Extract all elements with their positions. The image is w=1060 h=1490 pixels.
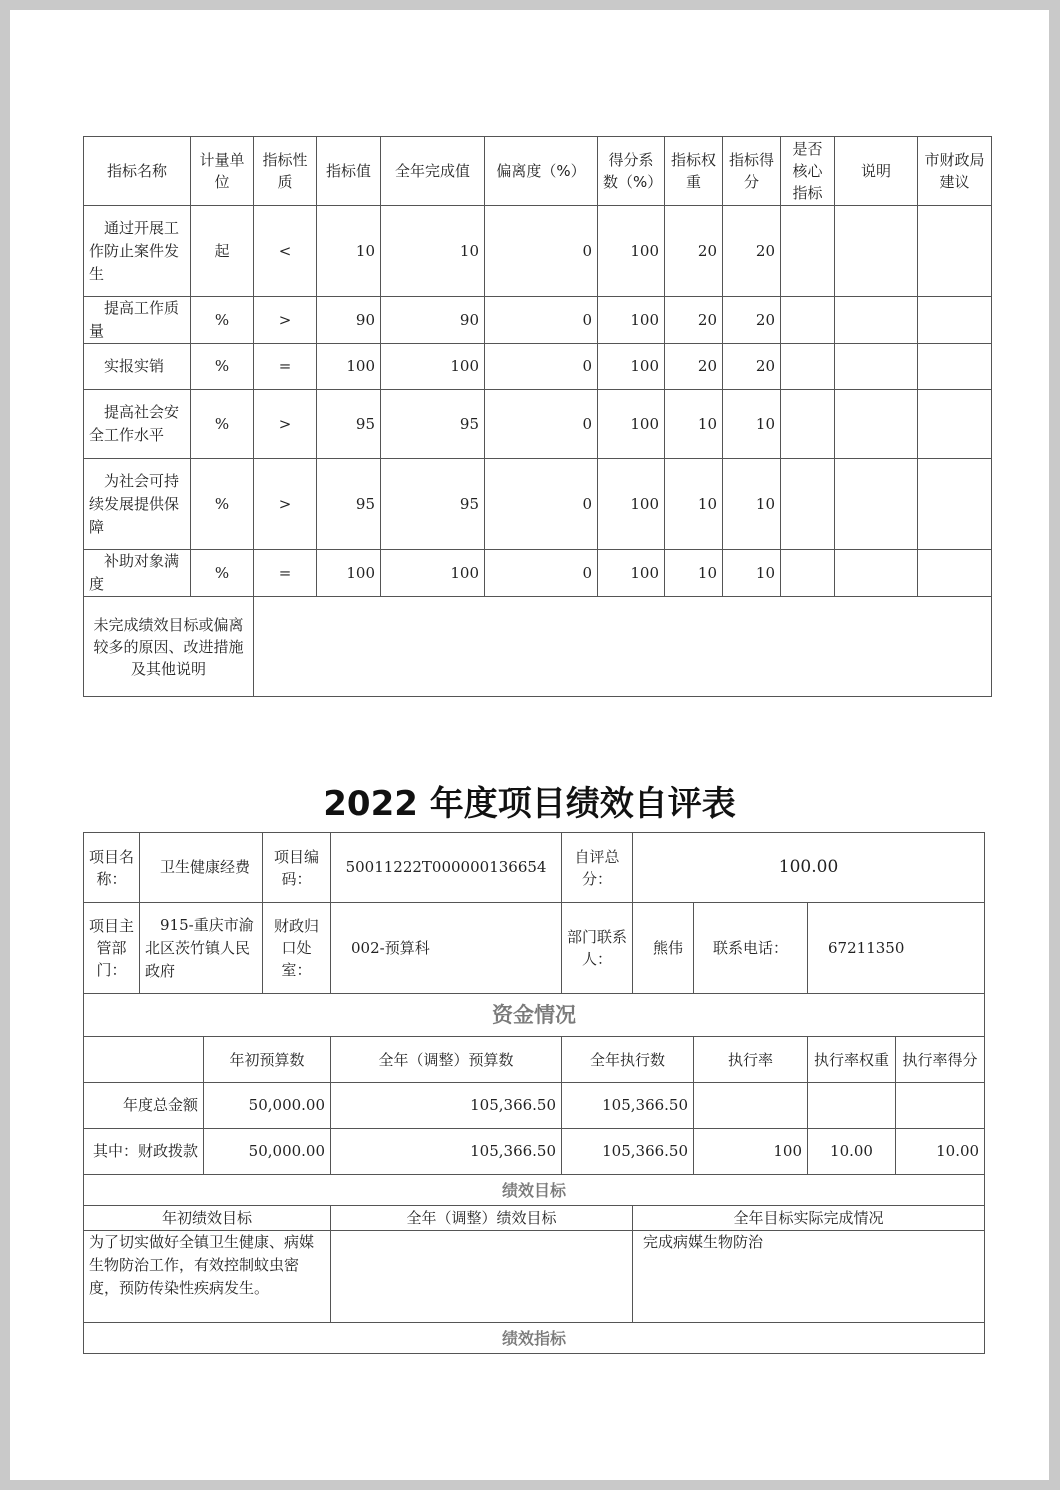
score-label: 自评总分： [562,833,633,903]
funds-header-initial-budget: 年初预算数 [204,1037,331,1083]
indicator-name: 补助对象满度 [84,550,191,597]
score: 10 [723,390,781,459]
document-page [10,10,1049,1480]
indicator-name: 提高工作质量 [84,297,191,344]
office: 002-预算科 [331,903,562,994]
project-info-row [84,833,985,903]
target-value: 90 [317,297,381,344]
score: 10 [723,459,781,550]
core-indicator [781,550,835,597]
department-label: 项目主管部门： [84,903,140,994]
unit: 起 [191,206,254,297]
execution-rate: 100 [694,1129,808,1175]
indicator-name: 提高社会安全工作水平 [84,390,191,459]
unit: % [191,550,254,597]
funds-row-label: 其中：财政拨款 [84,1129,204,1175]
initial-budget: 50,000.00 [204,1083,331,1129]
adjusted-goal [331,1231,633,1323]
goals-section-row [84,1175,985,1206]
goals-header-initial: 年初绩效目标 [84,1206,331,1231]
actual-value: 10 [381,206,485,297]
indicator-table [83,136,992,697]
nature: > [254,459,317,550]
goals-section-title: 绩效目标 [84,1175,985,1206]
header-deviation: 偏离度（%） [485,137,598,206]
notes-row [84,597,992,697]
core-indicator [781,459,835,550]
score: 20 [723,344,781,390]
table-row [84,390,992,459]
actual-value: 90 [381,297,485,344]
target-value: 95 [317,459,381,550]
contact-label: 部门联系人： [562,903,633,994]
rate-weight: 10.00 [808,1129,896,1175]
score-coefficient: 100 [598,297,665,344]
department-info-row [84,903,985,994]
header-score: 指标得分 [723,137,781,206]
nature: > [254,390,317,459]
actual-value: 95 [381,459,485,550]
executed-amount: 105,366.50 [562,1083,694,1129]
finance-suggestion [918,297,992,344]
office-label: 财政归口处室： [263,903,331,994]
initial-budget: 50,000.00 [204,1129,331,1175]
goals-header-actual: 全年目标实际完成情况 [633,1206,985,1231]
finance-suggestion [918,459,992,550]
unit: % [191,390,254,459]
self-evaluation-table [83,832,985,1354]
funds-header-executed: 全年执行数 [562,1037,694,1083]
contact: 熊伟 [633,903,694,994]
header-description: 说明 [835,137,918,206]
table-row [84,344,992,390]
phone: 67211350 [808,903,985,994]
unit: % [191,297,254,344]
score: 20 [723,297,781,344]
rate-weight [808,1083,896,1129]
funds-header-rate-score: 执行率得分 [896,1037,985,1083]
header-target-value: 指标值 [317,137,381,206]
table-row [84,1129,985,1175]
score-coefficient: 100 [598,390,665,459]
deviation: 0 [485,550,598,597]
funds-row-label: 年度总金额 [84,1083,204,1129]
rate-score [896,1083,985,1129]
score-coefficient: 100 [598,206,665,297]
execution-rate [694,1083,808,1129]
goals-header-adjusted: 全年（调整）绩效目标 [331,1206,633,1231]
deviation: 0 [485,297,598,344]
funds-header-blank [84,1037,204,1083]
nature: = [254,550,317,597]
project-name: 卫生健康经费 [140,833,263,903]
rate-score: 10.00 [896,1129,985,1175]
funds-section-title: 资金情况 [84,994,985,1037]
phone-label: 联系电话： [694,903,808,994]
deviation: 0 [485,206,598,297]
weight: 10 [665,390,723,459]
header-weight: 指标权重 [665,137,723,206]
notes-label: 未完成绩效目标或偏离较多的原因、改进措施及其他说明 [84,597,254,697]
table-row [84,1083,985,1129]
initial-goal: 为了切实做好全镇卫生健康、病媒生物防治工作，有效控制蚊虫密度，预防传染性疾病发生。 [84,1231,331,1323]
core-indicator [781,390,835,459]
deviation: 0 [485,390,598,459]
total-score: 100.00 [633,833,985,903]
project-code: 50011222T000000136654 [331,833,562,903]
adjusted-budget: 105,366.50 [331,1129,562,1175]
header-actual-value: 全年完成值 [381,137,485,206]
goals-row [84,1231,985,1323]
header-indicator-name: 指标名称 [84,137,191,206]
finance-suggestion [918,344,992,390]
description [835,390,918,459]
header-unit: 计量单位 [191,137,254,206]
actual-value: 95 [381,390,485,459]
nature: = [254,344,317,390]
notes-value [254,597,992,697]
actual-value: 100 [381,344,485,390]
score-coefficient: 100 [598,459,665,550]
description [835,459,918,550]
target-value: 95 [317,390,381,459]
description [835,344,918,390]
indicator-name: 为社会可持续发展提供保障 [84,459,191,550]
score: 10 [723,550,781,597]
table-row [84,297,992,344]
table-row [84,206,992,297]
funds-section-row [84,994,985,1037]
nature: > [254,297,317,344]
actual-completion: 完成病媒生物防治 [633,1231,985,1323]
weight: 20 [665,297,723,344]
funds-header-row [84,1037,985,1083]
header-score-coefficient: 得分系数（%） [598,137,665,206]
actual-value: 100 [381,550,485,597]
core-indicator [781,206,835,297]
finance-suggestion [918,550,992,597]
funds-header-rate-weight: 执行率权重 [808,1037,896,1083]
weight: 10 [665,550,723,597]
table-row [84,459,992,550]
header-finance-suggestion: 市财政局建议 [918,137,992,206]
table-row [84,550,992,597]
project-name-label: 项目名称： [84,833,140,903]
department: 915-重庆市渝北区茨竹镇人民政府 [140,903,263,994]
project-code-label: 项目编码： [263,833,331,903]
nature: < [254,206,317,297]
target-value: 100 [317,550,381,597]
core-indicator [781,344,835,390]
indicator-name: 通过开展工作防止案件发生 [84,206,191,297]
indicator-header-row [84,137,992,206]
unit: % [191,459,254,550]
target-value: 100 [317,344,381,390]
header-core-indicator: 是否核心指标 [781,137,835,206]
finance-suggestion [918,206,992,297]
indicators-section-title: 绩效指标 [84,1323,985,1354]
goals-header-row [84,1206,985,1231]
indicator-name: 实报实销 [84,344,191,390]
adjusted-budget: 105,366.50 [331,1083,562,1129]
indicators-section-row [84,1323,985,1354]
description [835,297,918,344]
funds-header-adjusted-budget: 全年（调整）预算数 [331,1037,562,1083]
deviation: 0 [485,459,598,550]
description [835,206,918,297]
target-value: 10 [317,206,381,297]
score: 20 [723,206,781,297]
unit: % [191,344,254,390]
score-coefficient: 100 [598,344,665,390]
form-title: 2022 年度项目绩效自评表 [323,784,736,824]
funds-header-execution-rate: 执行率 [694,1037,808,1083]
weight: 10 [665,459,723,550]
weight: 20 [665,344,723,390]
executed-amount: 105,366.50 [562,1129,694,1175]
core-indicator [781,297,835,344]
description [835,550,918,597]
score-coefficient: 100 [598,550,665,597]
header-nature: 指标性质 [254,137,317,206]
deviation: 0 [485,344,598,390]
finance-suggestion [918,390,992,459]
weight: 20 [665,206,723,297]
